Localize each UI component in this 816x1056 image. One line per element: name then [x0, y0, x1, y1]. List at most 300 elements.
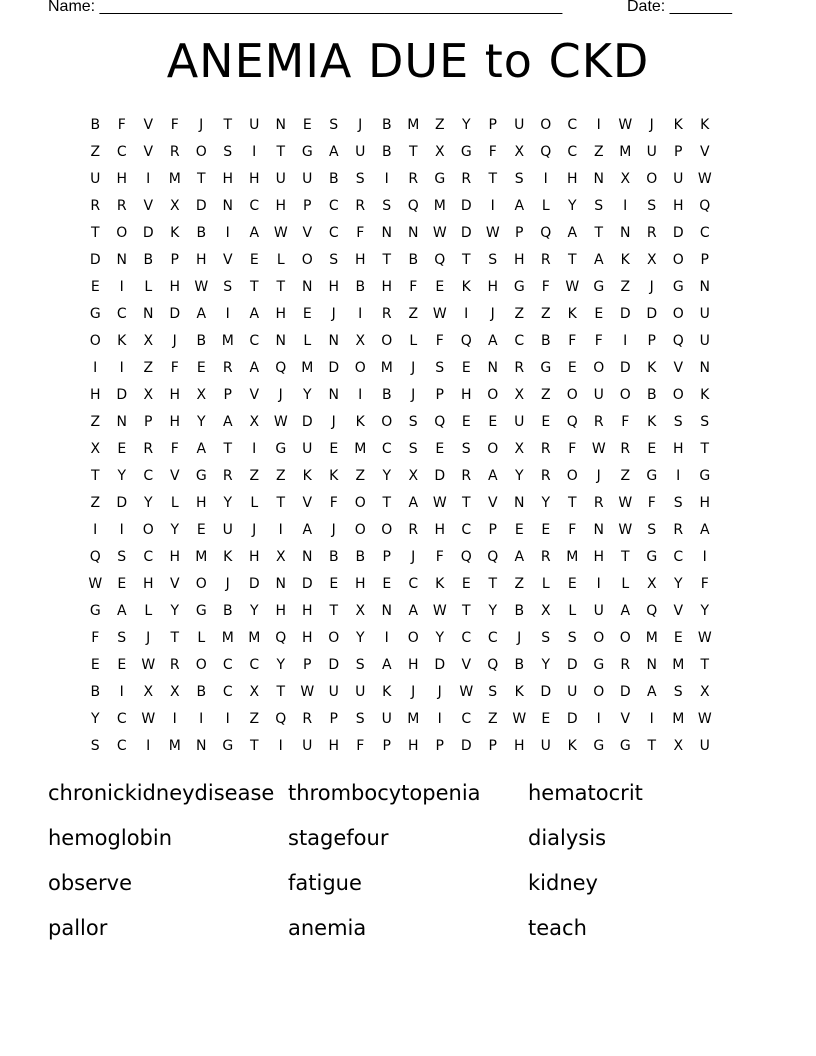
word-bank-item: observe	[48, 871, 133, 895]
grid-letter: I	[596, 711, 601, 727]
grid-letter: R	[222, 360, 233, 376]
grid-letter: Z	[593, 144, 604, 160]
grid-letter: B	[196, 684, 207, 700]
grid-letter: F	[568, 333, 577, 349]
grid-letter: C	[328, 225, 339, 241]
grid-letter: T	[276, 279, 286, 295]
grid-letter: N	[116, 414, 127, 430]
grid-letter: C	[408, 576, 419, 592]
grid-letter: R	[540, 468, 551, 484]
grid-letter: B	[646, 387, 657, 403]
grid-letter: C	[249, 657, 260, 673]
grid-letter: R	[646, 225, 657, 241]
grid-letter: W	[512, 711, 527, 727]
grid-letter: D	[460, 198, 472, 214]
grid-letter: P	[435, 738, 444, 754]
grid-letter: X	[143, 333, 154, 349]
grid-letter: E	[117, 441, 127, 457]
grid-letter: E	[382, 576, 392, 592]
grid-letter: U	[646, 144, 657, 160]
grid-letter: Y	[700, 603, 710, 619]
grid-letter: L	[568, 603, 577, 619]
grid-letter: I	[702, 549, 707, 565]
grid-letter: U	[514, 117, 525, 133]
grid-letter: G	[222, 738, 234, 754]
grid-letter: E	[90, 657, 100, 673]
grid-letter: D	[646, 306, 658, 322]
grid-letter: K	[302, 468, 312, 484]
grid-letter: I	[252, 441, 257, 457]
grid-letter: W	[300, 684, 315, 700]
grid-letter: Z	[620, 279, 631, 295]
grid-letter: D	[566, 657, 578, 673]
grid-letter: K	[382, 684, 392, 700]
grid-letter: S	[355, 657, 365, 673]
grid-letter: H	[381, 279, 393, 295]
grid-letter: H	[275, 198, 287, 214]
grid-letter: O	[195, 576, 207, 592]
grid-letter: S	[355, 171, 365, 187]
grid-letter: X	[143, 387, 154, 403]
letter-grid	[82, 112, 718, 760]
grid-letter: U	[673, 171, 684, 187]
grid-letter: B	[90, 117, 101, 133]
grid-letter: U	[302, 441, 313, 457]
grid-letter: B	[514, 603, 525, 619]
grid-letter: F	[621, 414, 630, 430]
grid-letter: Y	[302, 387, 312, 403]
grid-letter: D	[460, 738, 472, 754]
grid-letter: S	[117, 630, 127, 646]
grid-letter: L	[541, 198, 550, 214]
grid-letter: R	[620, 657, 631, 673]
grid-letter: E	[196, 522, 206, 538]
grid-letter: O	[301, 252, 313, 268]
grid-letter: C	[249, 198, 260, 214]
grid-letter: G	[619, 738, 631, 754]
grid-letter: D	[328, 360, 340, 376]
grid-letter: B	[355, 279, 366, 295]
grid-letter: H	[222, 171, 234, 187]
grid-letter: B	[196, 225, 207, 241]
grid-letter: X	[196, 387, 207, 403]
grid-letter: K	[700, 117, 710, 133]
grid-letter: H	[116, 171, 128, 187]
grid-letter: B	[355, 549, 366, 565]
grid-letter: G	[540, 360, 552, 376]
grid-letter: E	[117, 657, 127, 673]
grid-letter: I	[464, 306, 469, 322]
grid-letter: U	[222, 522, 233, 538]
grid-letter: O	[566, 387, 578, 403]
grid-letter: O	[593, 684, 605, 700]
grid-letter: F	[170, 117, 179, 133]
grid-letter: Y	[435, 630, 445, 646]
grid-letter: P	[700, 252, 709, 268]
grid-letter: W	[432, 225, 447, 241]
grid-letter: S	[514, 171, 524, 187]
grid-letter: C	[514, 333, 525, 349]
grid-letter: N	[328, 387, 339, 403]
grid-letter: Y	[170, 603, 180, 619]
grid-letter: Z	[620, 468, 631, 484]
grid-letter: X	[355, 603, 366, 619]
grid-letter: W	[459, 684, 474, 700]
grid-letter: Z	[90, 144, 101, 160]
grid-letter: G	[672, 279, 684, 295]
grid-letter: A	[514, 549, 525, 565]
grid-letter: Z	[90, 495, 101, 511]
grid-letter: C	[249, 333, 260, 349]
grid-letter: Z	[275, 468, 286, 484]
grid-letter: N	[302, 279, 313, 295]
grid-letter: L	[144, 279, 153, 295]
grid-letter: Y	[355, 630, 365, 646]
grid-letter: W	[194, 279, 209, 295]
grid-letter: J	[146, 630, 151, 646]
grid-letter: D	[301, 576, 313, 592]
grid-letter: V	[143, 198, 154, 214]
grid-letter: I	[384, 171, 389, 187]
grid-letter: D	[566, 711, 578, 727]
grid-letter: O	[328, 630, 340, 646]
grid-letter: A	[381, 657, 392, 673]
grid-letter: W	[273, 225, 288, 241]
grid-letter: I	[543, 171, 548, 187]
grid-letter: A	[487, 468, 498, 484]
grid-letter: K	[700, 387, 710, 403]
grid-letter: L	[197, 630, 206, 646]
grid-letter: O	[593, 360, 605, 376]
grid-letter: R	[408, 522, 419, 538]
grid-letter: E	[594, 306, 604, 322]
word-bank-item: kidney	[528, 871, 598, 895]
grid-letter: V	[699, 144, 710, 160]
grid-letter: M	[672, 657, 685, 673]
grid-letter: V	[143, 117, 154, 133]
grid-letter: Y	[382, 468, 392, 484]
grid-letter: C	[461, 711, 472, 727]
grid-letter: P	[488, 738, 497, 754]
grid-letter: N	[514, 495, 525, 511]
grid-letter: C	[116, 306, 127, 322]
word-bank-item: fatigue	[288, 871, 362, 895]
grid-letter: L	[170, 495, 179, 511]
grid-letter: C	[143, 468, 154, 484]
grid-letter: H	[275, 306, 287, 322]
grid-letter: V	[169, 576, 180, 592]
grid-letter: T	[647, 738, 657, 754]
grid-letter: I	[119, 360, 124, 376]
grid-letter: Q	[540, 144, 552, 160]
grid-letter: P	[223, 387, 232, 403]
grid-letter: Y	[143, 495, 153, 511]
grid-letter: N	[275, 576, 286, 592]
grid-letter: Q	[275, 630, 287, 646]
grid-letter: G	[301, 144, 313, 160]
grid-letter: N	[381, 225, 392, 241]
grid-letter: X	[169, 198, 180, 214]
grid-letter: K	[117, 333, 127, 349]
grid-letter: O	[195, 657, 207, 673]
grid-letter: H	[566, 171, 578, 187]
grid-letter: Q	[434, 414, 446, 430]
grid-letter: W	[432, 603, 447, 619]
grid-letter: E	[90, 279, 100, 295]
grid-letter: X	[143, 684, 154, 700]
grid-letter: O	[381, 522, 393, 538]
grid-letter: I	[146, 738, 151, 754]
grid-letter: E	[567, 360, 577, 376]
grid-letter: K	[514, 684, 524, 700]
grid-letter: W	[432, 495, 447, 511]
grid-letter: Y	[196, 414, 206, 430]
grid-letter: P	[488, 522, 497, 538]
grid-letter: D	[116, 387, 128, 403]
grid-letter: W	[273, 414, 288, 430]
grid-letter: Y	[117, 468, 127, 484]
grid-letter: E	[329, 441, 339, 457]
grid-letter: T	[567, 252, 577, 268]
grid-letter: K	[329, 468, 339, 484]
grid-letter: A	[222, 414, 233, 430]
grid-letter: J	[225, 576, 230, 592]
grid-letter: T	[594, 225, 604, 241]
grid-letter: N	[196, 738, 207, 754]
grid-letter: E	[435, 441, 445, 457]
grid-letter: I	[278, 522, 283, 538]
grid-letter: T	[488, 576, 498, 592]
grid-letter: H	[169, 279, 181, 295]
grid-letter: L	[303, 333, 312, 349]
grid-letter: D	[619, 684, 631, 700]
grid-letter: Z	[540, 387, 551, 403]
grid-letter: Z	[408, 306, 419, 322]
grid-letter: I	[93, 522, 98, 538]
grid-letter: G	[275, 441, 287, 457]
grid-letter: C	[116, 711, 127, 727]
grid-letter: A	[514, 198, 525, 214]
grid-letter: X	[514, 144, 525, 160]
grid-letter: G	[89, 306, 101, 322]
grid-letter: F	[541, 279, 550, 295]
grid-letter: S	[647, 522, 657, 538]
grid-letter: W	[697, 630, 712, 646]
grid-letter: D	[89, 252, 101, 268]
grid-letter: U	[302, 738, 313, 754]
grid-letter: E	[117, 576, 127, 592]
grid-letter: X	[434, 144, 445, 160]
grid-letter: A	[408, 495, 419, 511]
grid-letter: J	[490, 306, 495, 322]
grid-letter: Z	[487, 711, 498, 727]
word-bank-item: hematocrit	[528, 781, 643, 805]
grid-letter: T	[276, 144, 286, 160]
grid-letter: M	[354, 441, 367, 457]
grid-letter: N	[487, 360, 498, 376]
grid-letter: I	[676, 468, 681, 484]
grid-letter: T	[249, 279, 259, 295]
grid-letter: P	[382, 549, 391, 565]
grid-letter: O	[89, 333, 101, 349]
grid-letter: O	[566, 468, 578, 484]
grid-letter: D	[116, 495, 128, 511]
grid-letter: F	[568, 441, 577, 457]
grid-letter: V	[620, 711, 631, 727]
grid-letter: E	[673, 630, 683, 646]
grid-letter: S	[488, 684, 498, 700]
grid-letter: A	[302, 522, 313, 538]
grid-letter: X	[275, 549, 286, 565]
grid-letter: V	[673, 603, 684, 619]
grid-letter: G	[593, 279, 605, 295]
grid-letter: G	[593, 657, 605, 673]
grid-letter: J	[331, 306, 336, 322]
grid-letter: N	[699, 279, 710, 295]
grid-letter: M	[168, 738, 181, 754]
grid-letter: R	[514, 360, 525, 376]
grid-letter: T	[408, 144, 418, 160]
grid-letter: Y	[461, 117, 471, 133]
grid-letter: P	[303, 198, 312, 214]
grid-letter: B	[222, 603, 233, 619]
grid-letter: T	[461, 252, 471, 268]
grid-letter: N	[275, 333, 286, 349]
grid-letter: U	[355, 144, 366, 160]
grid-letter: O	[619, 387, 631, 403]
grid-letter: K	[461, 279, 471, 295]
grid-letter: H	[89, 387, 101, 403]
grid-letter: H	[434, 522, 446, 538]
grid-letter: I	[93, 360, 98, 376]
grid-letter: R	[593, 495, 604, 511]
grid-letter: Z	[143, 360, 154, 376]
grid-letter: U	[699, 738, 710, 754]
grid-letter: L	[250, 495, 259, 511]
grid-letter: A	[487, 333, 498, 349]
grid-letter: R	[408, 171, 419, 187]
grid-letter: X	[699, 684, 710, 700]
grid-letter: E	[461, 576, 471, 592]
grid-letter: R	[461, 468, 472, 484]
grid-letter: C	[381, 441, 392, 457]
grid-letter: H	[593, 549, 605, 565]
grid-letter: V	[249, 387, 260, 403]
grid-letter: U	[699, 333, 710, 349]
grid-letter: J	[331, 522, 336, 538]
grid-letter: Y	[567, 198, 577, 214]
grid-letter: R	[169, 657, 180, 673]
grid-letter: P	[303, 657, 312, 673]
grid-letter: T	[488, 171, 498, 187]
grid-letter: R	[540, 252, 551, 268]
grid-letter: S	[408, 441, 418, 457]
grid-letter: T	[223, 117, 233, 133]
grid-letter: V	[461, 657, 472, 673]
grid-letter: F	[700, 576, 709, 592]
grid-letter: H	[487, 279, 499, 295]
grid-letter: B	[408, 252, 419, 268]
grid-letter: K	[647, 414, 657, 430]
grid-letter: O	[381, 333, 393, 349]
grid-letter: F	[356, 225, 365, 241]
grid-letter: U	[275, 171, 286, 187]
grid-letter: O	[381, 414, 393, 430]
grid-letter: A	[196, 306, 207, 322]
grid-letter: D	[328, 657, 340, 673]
grid-letter: E	[461, 414, 471, 430]
grid-letter: T	[329, 603, 339, 619]
grid-letter: M	[301, 360, 314, 376]
grid-letter: J	[278, 387, 283, 403]
grid-letter: K	[567, 738, 577, 754]
grid-letter: U	[514, 414, 525, 430]
grid-letter: I	[225, 225, 230, 241]
grid-letter: B	[143, 252, 154, 268]
grid-letter: W	[697, 711, 712, 727]
grid-letter: Y	[541, 495, 551, 511]
grid-letter: F	[170, 360, 179, 376]
grid-letter: T	[170, 630, 180, 646]
grid-letter: E	[461, 360, 471, 376]
grid-letter: I	[596, 117, 601, 133]
grid-letter: D	[169, 306, 181, 322]
grid-letter: B	[381, 387, 392, 403]
grid-letter: K	[567, 306, 577, 322]
grid-letter: T	[620, 549, 630, 565]
grid-letter: E	[488, 414, 498, 430]
grid-letter: I	[199, 711, 204, 727]
grid-letter: M	[195, 549, 208, 565]
grid-letter: U	[699, 306, 710, 322]
grid-letter: Y	[514, 468, 524, 484]
grid-letter: A	[646, 684, 657, 700]
grid-letter: D	[619, 306, 631, 322]
grid-letter: O	[116, 225, 128, 241]
grid-letter: Z	[249, 468, 260, 484]
grid-letter: V	[143, 144, 154, 160]
grid-letter: P	[435, 387, 444, 403]
grid-letter: H	[275, 603, 287, 619]
grid-letter: O	[195, 144, 207, 160]
grid-letter: H	[354, 252, 366, 268]
grid-letter: C	[143, 549, 154, 565]
grid-letter: S	[355, 711, 365, 727]
grid-letter: N	[593, 171, 604, 187]
grid-letter: Q	[89, 549, 101, 565]
grid-letter: I	[225, 711, 230, 727]
grid-letter: N	[699, 360, 710, 376]
grid-letter: N	[381, 603, 392, 619]
grid-letter: Y	[249, 603, 259, 619]
grid-letter: Z	[540, 306, 551, 322]
grid-letter: H	[195, 495, 207, 511]
grid-letter: O	[142, 522, 154, 538]
grid-letter: A	[196, 441, 207, 457]
grid-letter: B	[328, 549, 339, 565]
grid-letter: V	[487, 495, 498, 511]
grid-letter: C	[699, 225, 710, 241]
grid-letter: L	[409, 333, 418, 349]
word-bank	[48, 778, 768, 958]
grid-letter: F	[568, 522, 577, 538]
grid-letter: R	[381, 306, 392, 322]
grid-letter: I	[358, 306, 363, 322]
grid-letter: M	[672, 711, 685, 727]
grid-letter: Y	[673, 576, 683, 592]
grid-letter: T	[461, 495, 471, 511]
grid-letter: T	[276, 495, 286, 511]
